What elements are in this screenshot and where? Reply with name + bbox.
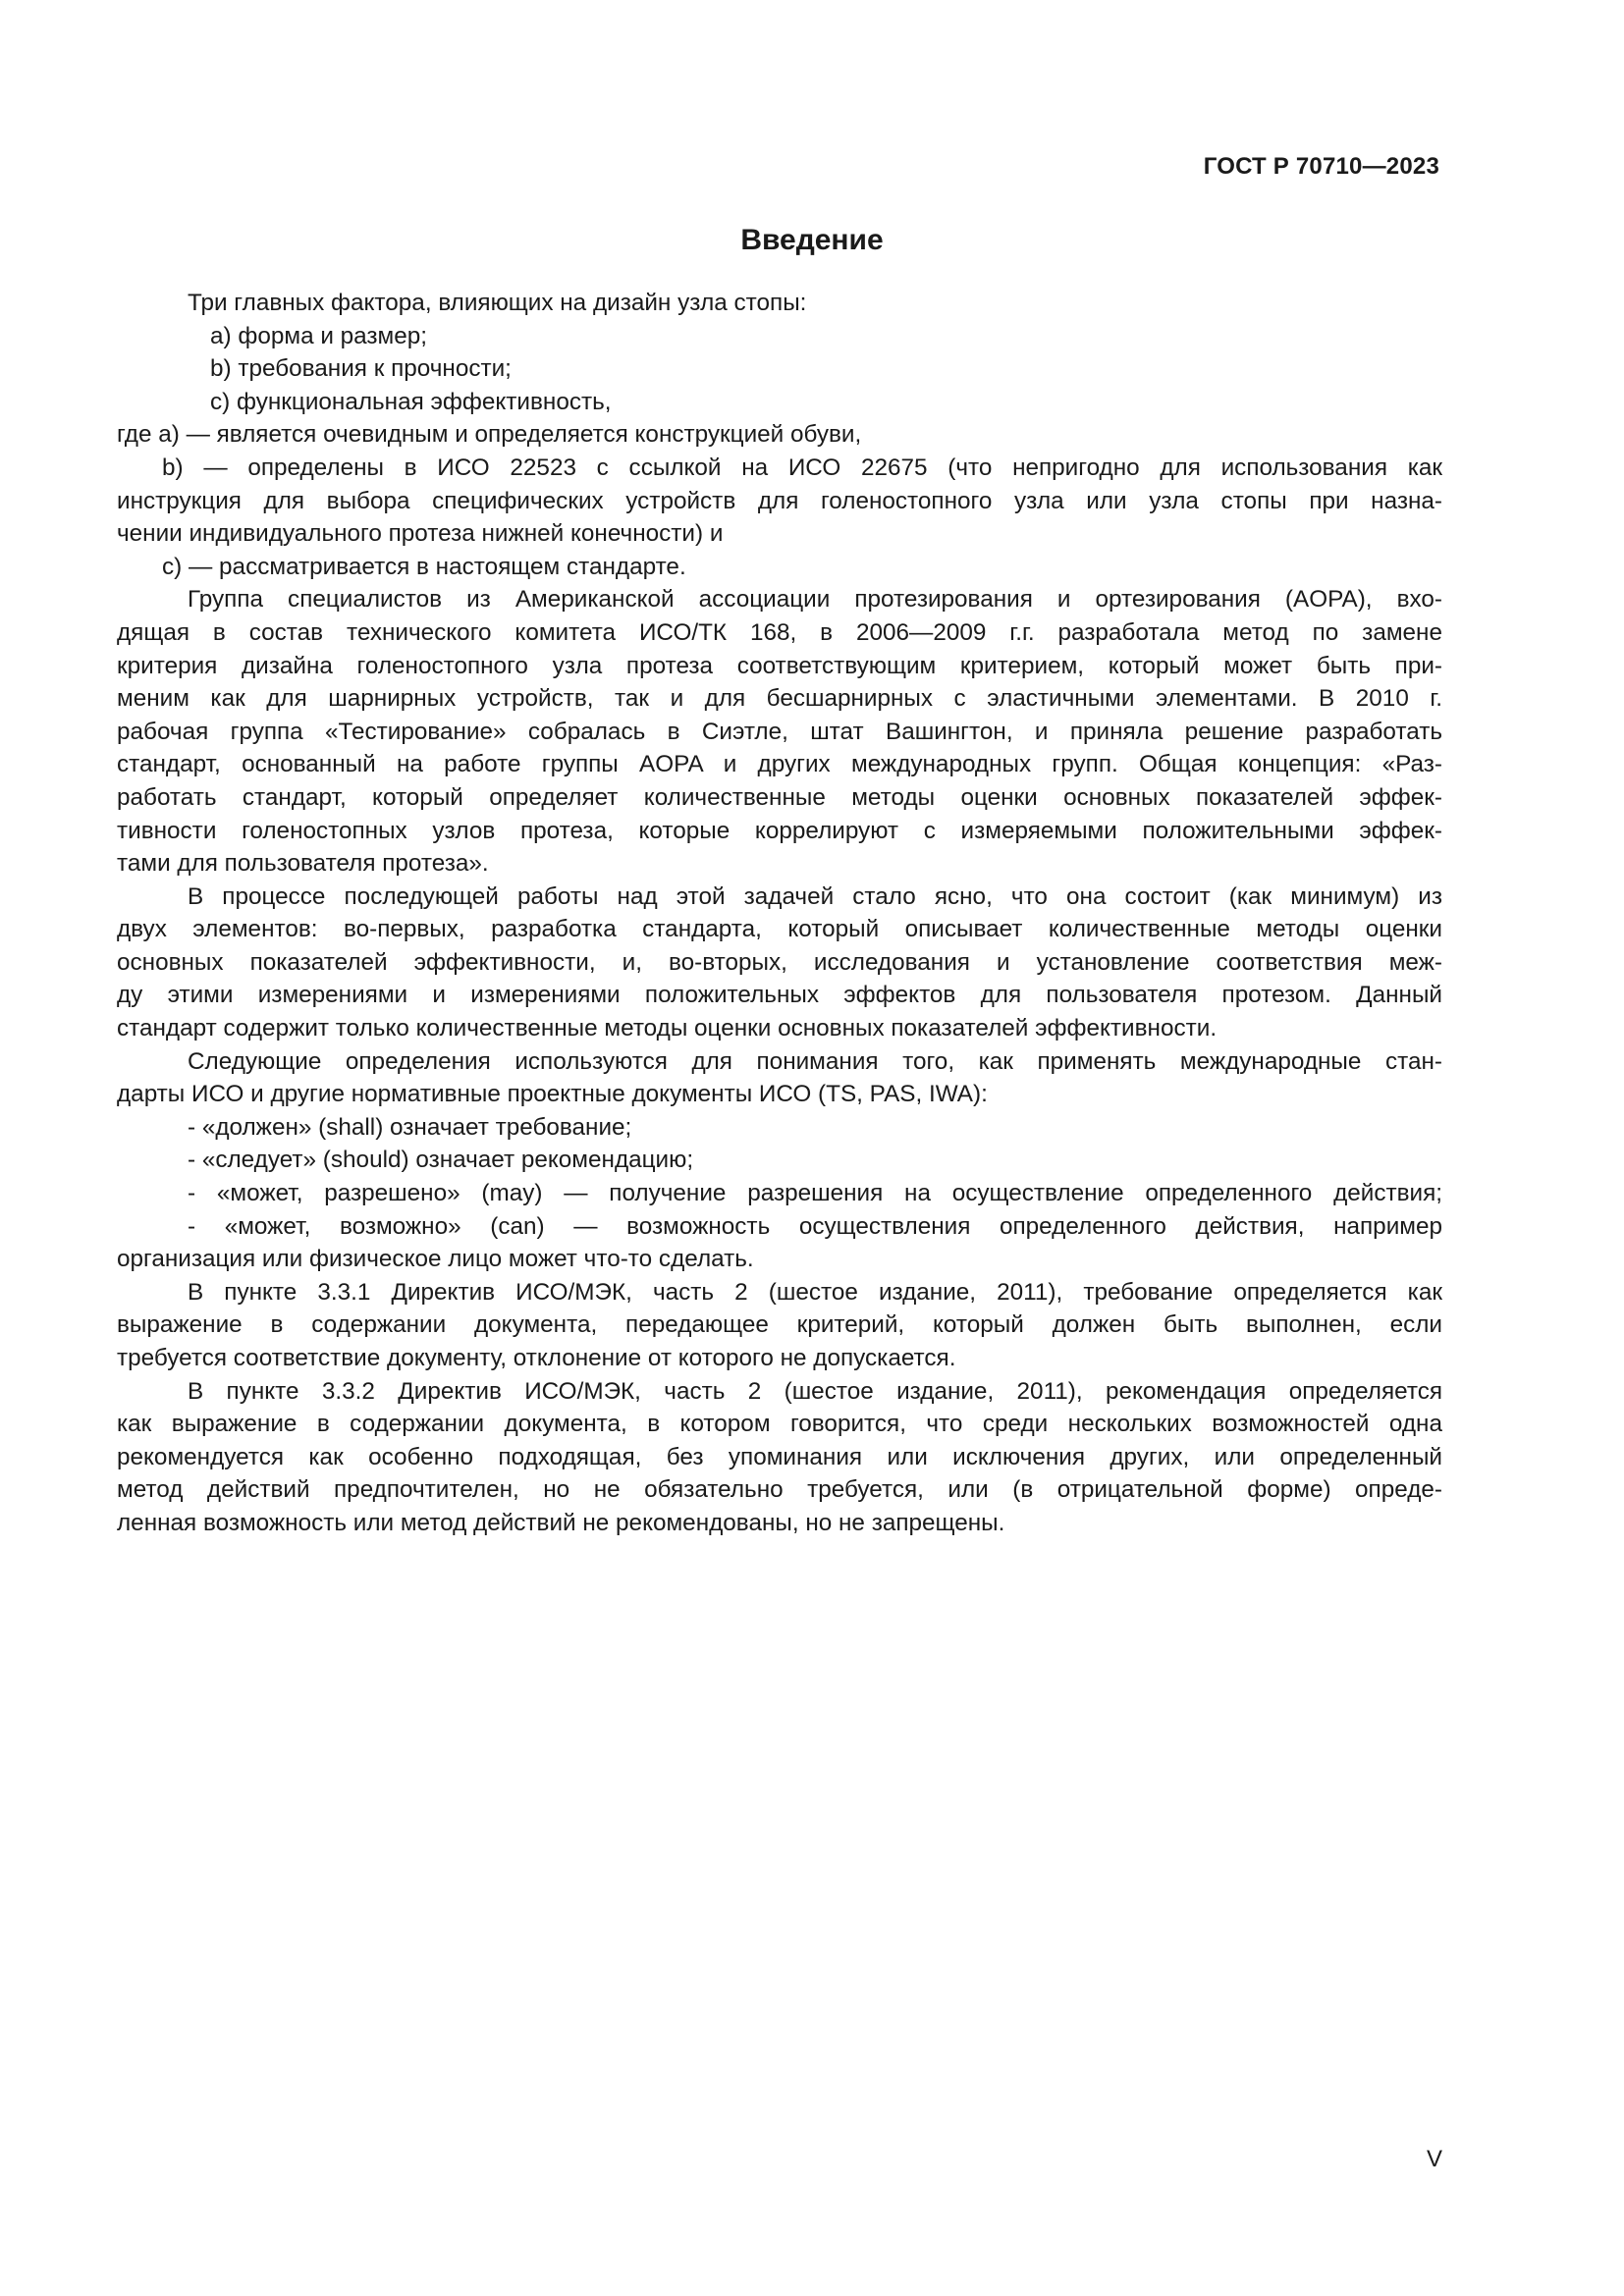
text-line: Следующие определения используются для понимания того, как применять международные стан-: [188, 1047, 1442, 1075]
text-line: стандарт, основанный на работе группы AOPA и других международных групп. Общая концепция: «Раз-: [117, 751, 1442, 778]
text-line: двух элементов: во-первых, разработка стандарта, который описывает количественные методы оценки: [117, 916, 1442, 943]
text-line: c) — рассматривается в настоящем стандарте.: [162, 553, 686, 580]
text-line: выражение в содержании документа, передающее критерий, который должен быть выполнен, если: [117, 1311, 1442, 1339]
text-line: Группа специалистов из Американской ассоциации протезирования и ортезирования (AOPA), вхо-: [188, 586, 1442, 614]
text-line: ду этими измерениями и измерениями положительных эффектов для пользователя протезом. Данный: [117, 982, 1442, 1009]
text-line: В процессе последующей работы над этой задачей стало ясно, что она состоит (как минимум) из: [188, 882, 1442, 910]
text-line: критерия дизайна голеностопного узла протеза соответствующим критерием, который может быть при-: [117, 652, 1442, 679]
text-line: рабочая группа «Тестирование» собралась в Сиэтле, штат Вашингтон, и приняла решение разработать: [117, 718, 1442, 745]
text-line: рекомендуется как особенно подходящая, без упоминания или исключения других, или определенный: [117, 1443, 1442, 1470]
text-line: a) форма и размер;: [210, 322, 428, 349]
text-line: инструкция для выбора специфических устройств для голеностопного узла или узла стопы при назна-: [117, 487, 1442, 514]
text-line: где a) — является очевидным и определяется конструкцией обуви,: [117, 421, 862, 449]
text-line: требуется соответствие документу, отклонение от которого не допускается.: [117, 1345, 956, 1371]
text-line: b) требования к прочности;: [210, 355, 512, 383]
text-line: дарты ИСО и другие нормативные проектные документы ИСО (TS, PAS, IWA):: [117, 1081, 988, 1108]
body-text: [117, 287, 1442, 1540]
text-line: основных показателей эффективности, и, во-вторых, исследования и установление соответствия меж-: [117, 948, 1442, 976]
text-line: дящая в состав технического комитета ИСО/ТК 168, в 2006—2009 г.г. разработала метод по замене: [117, 618, 1442, 646]
text-line: c) функциональная эффективность,: [210, 388, 612, 415]
text-line: - «может, возможно» (can) — возможность осуществления определенного действия, например: [188, 1212, 1442, 1240]
text-line: Три главных фактора, влияющих на дизайн узла стопы:: [188, 290, 807, 316]
text-line: тами для пользователя протеза».: [117, 850, 489, 878]
text-line: как выражение в содержании документа, в котором говорится, что среди нескольких возможностей одна: [117, 1411, 1442, 1438]
text-line: стандарт содержит только количественные методы оценки основных показателей эффективности.: [117, 1015, 1218, 1042]
text-line: тивности голеностопных узлов протеза, которые коррелируют с измеряемыми положительными эффек-: [117, 817, 1442, 844]
text-line: метод действий предпочтителен, но не обязательно требуется, или (в отрицательной форме) опреде-: [117, 1476, 1442, 1504]
text-line: В пункте 3.3.2 Директив ИСО/МЭК, часть 2 (шестое издание, 2011), рекомендация определяется: [188, 1377, 1442, 1405]
page-number: V: [1426, 2146, 1442, 2172]
text-line: организация или физическое лицо может что-то сделать.: [117, 1246, 754, 1273]
text-line: В пункте 3.3.1 Директив ИСО/МЭК, часть 2 (шестое издание, 2011), требование определяется как: [188, 1278, 1442, 1306]
text-line: - «может, разрешено» (may) — получение разрешения на осуществление определенного действия;: [188, 1180, 1442, 1207]
text-line: меним как для шарнирных устройств, так и для бесшарнирных с эластичными элементами. В 2010 г.: [117, 685, 1442, 713]
document-code-header: ГОСТ Р 70710—2023: [1203, 153, 1439, 180]
text-line: - «следует» (should) означает рекомендацию;: [188, 1147, 694, 1174]
section-title: Введение: [740, 224, 884, 256]
text-line: чении индивидуального протеза нижней конечности) и: [117, 520, 724, 548]
text-line: b) — определены в ИСО 22523 с ссылкой на ИСО 22675 (что непригодно для использования как: [162, 454, 1442, 481]
text-line: работать стандарт, который определяет количественные методы оценки основных показателей эффек-: [117, 783, 1442, 811]
text-line: - «должен» (shall) означает требование;: [188, 1113, 632, 1141]
text-line: ленная возможность или метод действий не рекомендованы, но не запрещены.: [117, 1509, 1005, 1536]
